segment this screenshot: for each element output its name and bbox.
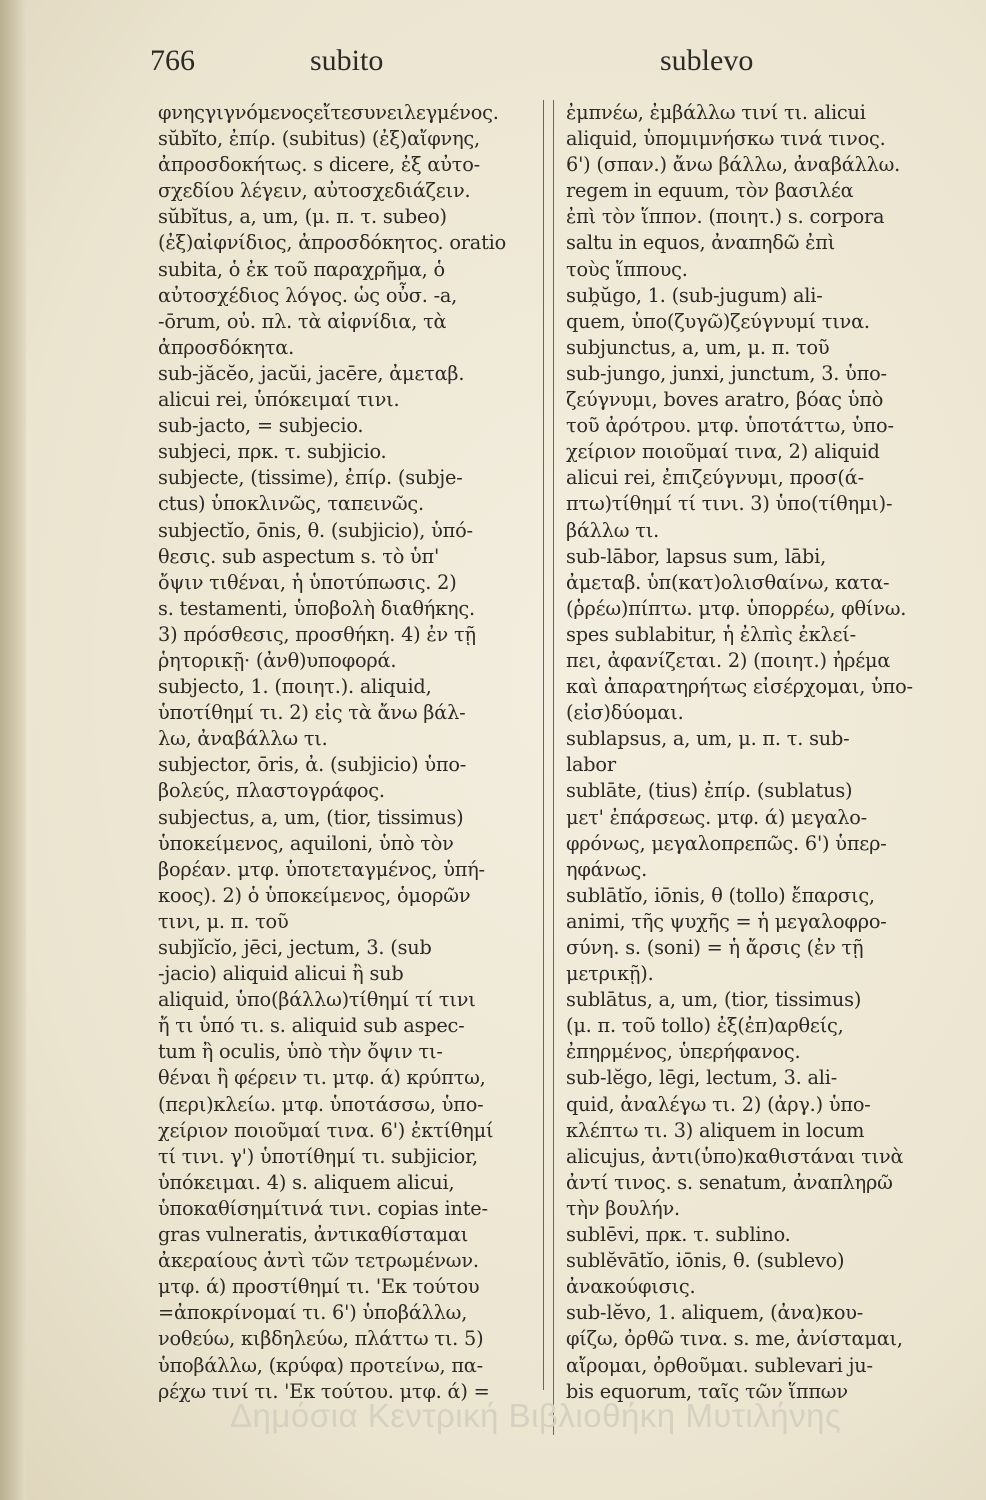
- right-head-word: sublevo: [660, 44, 754, 77]
- entry-line: sub-lābor, lapsus sum, lābi,: [566, 544, 827, 568]
- entry-line: τοὺς ἵππους.: [566, 257, 688, 281]
- entry-line: ἐπηρμένος, ὑπερήφανος.: [566, 1040, 801, 1064]
- entry-line: αἴρομαι, ὀρθοῦμαι. sublevari ju-: [566, 1353, 873, 1377]
- entry-line: ἐπὶ τὸν ἵππον. (ποιητ.) s. corpora: [566, 205, 885, 229]
- entry-line: (περι)κλείω. μτφ. ὑποτάσσω, ὑπο-: [158, 1092, 484, 1116]
- entry-line: φνηςγιγνόμενοςεἴτεσυνειλεγμένος.: [158, 101, 499, 124]
- entry-line: πει, ἀφανίζεται. 2) (ποιητ.) ἠρέμα: [566, 648, 891, 672]
- entry-line: (εἰσ)δύομαι.: [566, 701, 684, 725]
- page-number: 766: [150, 44, 195, 77]
- entry-line: ctus) ὑποκλινῶς, ταπεινῶς.: [158, 492, 424, 516]
- entry-line: κοος). 2) ὁ ὑποκείμενος, ὁμορῶν: [158, 883, 471, 907]
- entry-line: quem, ὑπο(ζυγῶ)ζεύγνυμί τινα.: [566, 309, 870, 333]
- entry-line: τὴν βουλήν.: [566, 1196, 680, 1220]
- entry-line: alicujus, ἀντι(ὑπο)καθιστάναι τινὰ: [566, 1144, 904, 1168]
- entry-line: κλέπτω τι. 3) aliquem in locum: [566, 1118, 865, 1142]
- entry-line: sŭbĭtus, a, um, (μ. π. τ. subeo): [158, 205, 447, 229]
- entry-line: ὑποβάλλω, (κρύφα) προτείνω, πα-: [158, 1353, 483, 1377]
- column-divider: [553, 100, 554, 1435]
- entry-line: χείριον ποιοῦμαί τινα. 6') ἐκτίθημί: [158, 1118, 494, 1142]
- entry-line: sub-lĕgo, lēgi, lectum, 3. ali-: [566, 1066, 838, 1090]
- entry-line: ὑποτίθημί τι. 2) εἰς τὰ ἄνω βάλ-: [158, 701, 466, 725]
- entry-line: ἤ τι ὑπό τι. s. aliquid sub aspec-: [158, 1014, 465, 1038]
- entry-line: καὶ ἀπαρατηρήτως εἰσέρχομαι, ὑπο-: [566, 675, 913, 699]
- entry-line: μετ' ἐπάρσεως. μτφ. ά) μεγαλο-: [566, 805, 867, 829]
- entry-line: ὑπόκειμαι. 4) s. aliquem alicui,: [158, 1170, 455, 1194]
- entry-line: (ἐξ)αἰφνίδιος, ἀπροσδόκητος. oratio: [158, 231, 506, 255]
- entry-line: sub-jăcĕo, jacŭi, jacēre, ἀμεταβ.: [158, 361, 465, 385]
- right-column: [566, 100, 922, 1440]
- entry-line: regem in equum, τὸν βασιλέα: [566, 179, 854, 203]
- entry-line: sŭbĭto, ἐπίρ. (subitus) (ἐξ)αἴφνης,: [158, 127, 480, 151]
- entry-line: φρόνως, μεγαλοπρεπῶς. 6') ὑπερ-: [566, 831, 887, 855]
- entry-line: φίζω, ὀρθῶ τινα. s. me, ἀνίσταμαι,: [566, 1327, 903, 1351]
- entry-line: τινι, μ. π. τοῦ: [158, 909, 289, 933]
- entry-line: sub-jacto, = subjecio.: [158, 414, 364, 438]
- entry-line: νοθεύω, κιβδηλεύω, πλάττω τι. 5): [158, 1327, 484, 1351]
- entry-line: sublĕvātĭo, iōnis, θ. (sublevo): [566, 1249, 845, 1273]
- entry-line: bis equorum, ταῖς τῶν ἵππων: [566, 1379, 848, 1403]
- page-gutter: [0, 0, 26, 1500]
- entry-line: θέναι ἢ φέρειν τι. μτφ. ά) κρύπτω,: [158, 1066, 486, 1090]
- entry-line: 6') (σπαν.) ἄνω βάλλω, ἀναβάλλω.: [566, 153, 901, 177]
- entry-line: sublapsus, a, um, μ. π. τ. sub-: [566, 727, 850, 751]
- entry-line: ρέχω τινί τι. 'Εκ τούτου. μτφ. ά) =: [158, 1379, 490, 1403]
- entry-line: quid, ἀναλέγω τι. 2) (ἀργ.) ὑπο-: [566, 1092, 871, 1116]
- entry-line: subjeci, πρκ. τ. subjicio.: [158, 440, 387, 464]
- entry-line: ἀνακούφισις.: [566, 1275, 696, 1299]
- entry-line: βολεύς, πλαστογράφος.: [158, 779, 385, 803]
- entry-line: ἀμεταβ. ὑπ(κατ)ολισθαίνω, κατα-: [566, 570, 890, 594]
- entry-line: sublāte, (tius) ἐπίρ. (sublatus): [566, 779, 853, 803]
- entry-line: θεσις. sub aspectum s. τὸ ὑπ': [158, 544, 440, 568]
- entry-line: alicui rei, ὑπόκειμαί τινι.: [158, 388, 400, 412]
- entry-line: tum ἢ oculis, ὑπὸ τὴν ὄψιν τι-: [158, 1040, 443, 1064]
- entry-line: gras vulneratis, ἀντικαθίσταμαι: [158, 1223, 469, 1247]
- entry-line: spes sublabitur, ἡ ἐλπὶς ἐκλεί-: [566, 622, 856, 646]
- entry-line: labor: [566, 753, 616, 777]
- entry-line: ἀπροσδοκήτως. s dicere, ἐξ αὐτο-: [158, 153, 480, 177]
- entry-line: ἀντί τινος. s. senatum, ἀναπληρῶ: [566, 1170, 893, 1194]
- entry-line: sublātus, a, um, (tior, tissimus): [566, 988, 862, 1012]
- entry-line: βάλλω τι.: [566, 518, 660, 542]
- entry-line: μτφ. ά) προστίθημί τι. 'Εκ τούτου: [158, 1275, 480, 1299]
- left-column: [158, 100, 540, 1440]
- entry-line: sub-jungo, junxi, junctum, 3. ὑπο-: [566, 361, 887, 385]
- entry-line: aliquid, ὑπομιμνήσκω τινά τινος.: [566, 127, 886, 151]
- entry-line: ζεύγνυμι, boves aratro, βόας ὑπὸ: [566, 388, 884, 412]
- entry-line: animi, τῆς ψυχῆς = ἡ μεγαλοφρο-: [566, 909, 887, 933]
- entry-line: =ἀποκρίνομαί τι. 6') ὑποβάλλω,: [158, 1301, 468, 1325]
- entry-line: ηφάνως.: [566, 857, 648, 881]
- entry-line: (μ. π. τοῦ tollo) ἐξ(ἐπ)αρθείς,: [566, 1014, 844, 1038]
- entry-line: subjecto, 1. (ποιητ.). aliquid,: [158, 675, 432, 699]
- entry-line: σύνη. s. (soni) = ἡ ἄρσις (ἐν τῇ: [566, 936, 864, 959]
- entry-line: s. testamenti, ὑποβολὴ διαθήκης.: [158, 596, 475, 620]
- entry-line: ἀκεραίους ἀντὶ τῶν τετρωμένων.: [158, 1249, 479, 1273]
- entry-line: χείριον ποιοῦμαί τινα, 2) aliquid: [566, 440, 880, 464]
- entry-line: πτω)τίθημί τί τινι. 3) ὑπο(τίθημι)-: [566, 492, 893, 516]
- entry-line: -jacio) aliquid alicui ἢ sub: [158, 962, 404, 986]
- entry-line: aliquid, ὑπο(βάλλω)τίθημί τί τινι: [158, 988, 476, 1012]
- entry-line: subjectus, a, um, (tior, tissimus): [158, 805, 464, 829]
- entry-line: subjectĭo, ōnis, θ. (subjicio), ὑπό-: [158, 518, 473, 542]
- entry-line: ἐμπνέω, ἐμβάλλω τινί τι. alicui: [566, 101, 866, 124]
- entry-line: ὄψιν τιθέναι, ἡ ὑποτύπωσις. 2): [158, 570, 457, 594]
- left-head-word: subito: [310, 44, 384, 77]
- entry-line: ἀπροσδόκητα.: [158, 335, 295, 359]
- entry-line: subjunctus, a, um, μ. π. τοῦ: [566, 335, 830, 359]
- entry-line: sublēvi, πρκ. τ. sublino.: [566, 1223, 791, 1247]
- entry-line: saltu in equos, ἀναπηδῶ ἐπὶ: [566, 231, 836, 255]
- entry-line: λω, ἀναβάλλω τι.: [158, 727, 328, 751]
- entry-line: subjĭcĭo, jēci, jectum, 3. (sub: [158, 936, 432, 959]
- entry-line: ὑποκείμενος, aquiloni, ὑπὸ τὸν: [158, 831, 454, 855]
- entry-line: subita, ὁ ἐκ τοῦ παραχρῆμα, ὁ: [158, 257, 445, 281]
- entry-line: 3) πρόσθεσις, προσθήκη. 4) ἐν τῇ: [158, 622, 476, 646]
- entry-line: subjecte, (tissime), ἐπίρ. (subje-: [158, 466, 463, 490]
- entry-line: σχεδίου λέγειν, αὐτοσχεδιάζειν.: [158, 179, 471, 203]
- entry-line: sub-lĕvo, 1. aliquem, (ἀνα)κου-: [566, 1301, 864, 1325]
- library-watermark: Δημόσια Κεντρική Βιβλιοθήκη Μυτιλήνης: [230, 1397, 842, 1434]
- entry-line: subjector, ōris, ἀ. (subjicio) ὑπο-: [158, 753, 467, 777]
- entry-line: τί τινι. γ') ὑποτίθημί τι. subjicior,: [158, 1144, 478, 1168]
- entry-line: τοῦ ἀρότρου. μτφ. ὑποτάττω, ὑπο-: [566, 414, 894, 438]
- column-divider: [543, 100, 544, 1390]
- entry-line: sub̯ŭgo, 1. (sub-jugum) ali-: [566, 283, 823, 307]
- entry-line: (ῥρέω)πίπτω. μτφ. ὑπορρέω, φθίνω.: [566, 596, 907, 620]
- entry-line: βορέαν. μτφ. ὑποτεταγμένος, ὑπή-: [158, 857, 485, 881]
- entry-line: alicui rei, ἐπιζεύγνυμι, προσ(ά-: [566, 466, 864, 490]
- entry-line: -ōrum, οὐ. πλ. τὰ αἰφνίδια, τὰ: [158, 309, 447, 333]
- entry-line: μετρικῇ).: [566, 962, 654, 986]
- entry-line: ῥητορικῇ· (ἀνθ)υποφορά.: [158, 648, 397, 672]
- entry-line: ὑποκαθίσημίτινά τινι. copias inte-: [158, 1196, 488, 1220]
- entry-line: αὐτοσχέδιος λόγος. ὡς οὖσ. -a,: [158, 283, 458, 307]
- entry-line: sublātĭo, iōnis, θ (tollo) ἔπαρσις,: [566, 883, 875, 907]
